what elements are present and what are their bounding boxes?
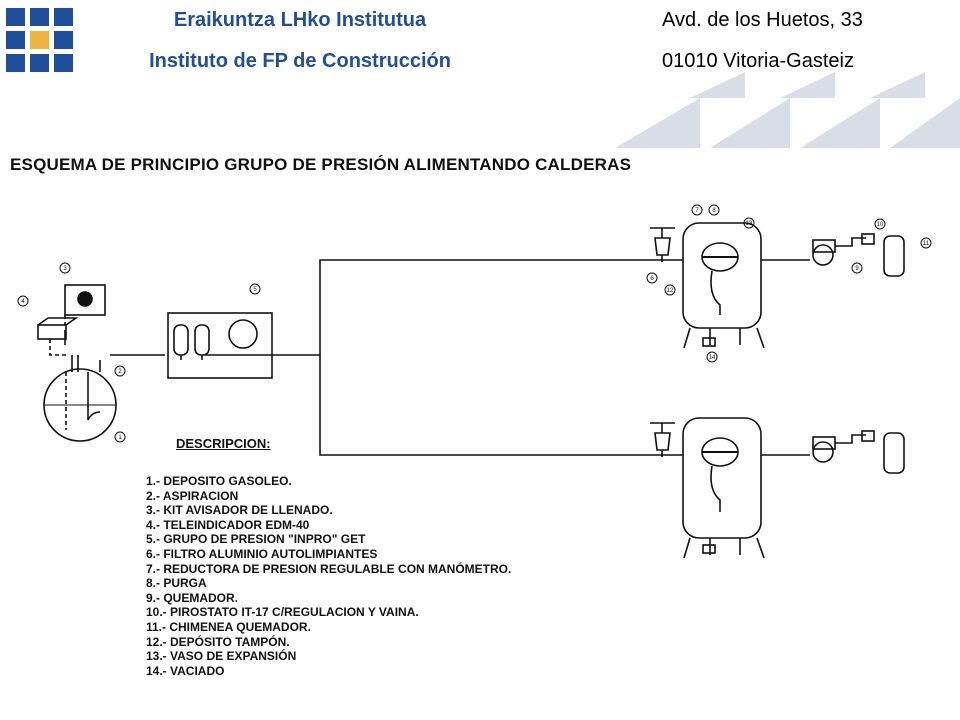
callout-8: [709, 205, 719, 215]
callout-1: [115, 432, 125, 442]
supply-line-upper: [205, 260, 645, 355]
pressure-group: [168, 313, 272, 378]
callout-12: [665, 285, 675, 295]
svg-text:12: 12: [666, 288, 674, 294]
callout-7: [692, 205, 702, 215]
svg-text:9: 9: [855, 266, 859, 272]
address-city: 01010 Vitoria-Gasteiz: [662, 50, 854, 72]
callout-14: [707, 352, 717, 362]
svg-text:3: 3: [63, 266, 67, 272]
callout-4: [18, 296, 28, 306]
list-item: 3.- KIT AVISADOR DE LLENADO.: [146, 503, 333, 518]
boiler-lower: [645, 418, 904, 558]
list-item: 1.- DEPOSITO GASOLEO.: [146, 474, 292, 488]
description-list: [146, 474, 511, 678]
svg-text:1: 1: [118, 435, 122, 441]
list-item: 8.- PURGA: [146, 576, 207, 591]
callout-3: [60, 263, 70, 273]
list-item: 2.- ASPIRACION: [146, 488, 239, 503]
supply-line-lower: [320, 355, 645, 455]
callout-9: [852, 263, 862, 273]
boiler-upper: [645, 223, 904, 348]
list-item: 10.- PIROSTATO IT-17 C/REGULACION Y VAINA.: [146, 605, 419, 620]
callout-5: [250, 284, 260, 294]
list-item: 5.- GRUPO DE PRESION "INPRO" GET: [146, 532, 366, 547]
svg-text:6: 6: [650, 276, 654, 282]
institute-name-spanish: Instituto de FP de Construcción: [149, 50, 451, 72]
svg-text:2: 2: [118, 369, 122, 375]
svg-text:4: 4: [21, 299, 25, 305]
svg-text:10: 10: [876, 222, 884, 228]
callout-11: [921, 238, 931, 248]
svg-text:7: 7: [695, 208, 699, 214]
description-title: DESCRIPCION:: [176, 436, 271, 451]
list-item: 7.- REDUCTORA DE PRESION REGULABLE CON MANÓMETRO.: [146, 561, 512, 576]
svg-text:11: 11: [922, 241, 930, 247]
list-item: 4.- TELEINDICADOR EDM-40: [146, 517, 310, 532]
list-item: 11.- CHIMENEA QUEMADOR.: [146, 619, 311, 634]
callout-13: [744, 218, 754, 228]
list-item: 9.- QUEMADOR.: [146, 590, 239, 605]
svg-text:13: 13: [745, 221, 753, 227]
svg-text:5: 5: [253, 287, 257, 293]
svg-text:8: 8: [712, 208, 716, 214]
teleindicator-box: [38, 325, 66, 339]
address-street: Avd. de los Huetos, 33: [662, 9, 863, 31]
diagram-title: ESQUEMA DE PRINCIPIO GRUPO DE PRESIÓN ALIMENTANDO CALDERAS: [10, 155, 632, 174]
callout-2: [115, 366, 125, 376]
list-item: 12.- DEPÓSITO TAMPÓN.: [146, 634, 290, 649]
institute-name-basque: Eraikuntza LHko Institutua: [173, 9, 427, 31]
list-item: 13.- VASO DE EXPANSIÓN: [146, 649, 297, 664]
list-item: 14.- VACIADO: [146, 663, 225, 678]
callout-6: [647, 273, 657, 283]
svg-text:14: 14: [708, 355, 716, 361]
callout-10: [875, 219, 885, 229]
list-item: 6.- FILTRO ALUMINIO AUTOLIMPIANTES: [146, 546, 378, 561]
